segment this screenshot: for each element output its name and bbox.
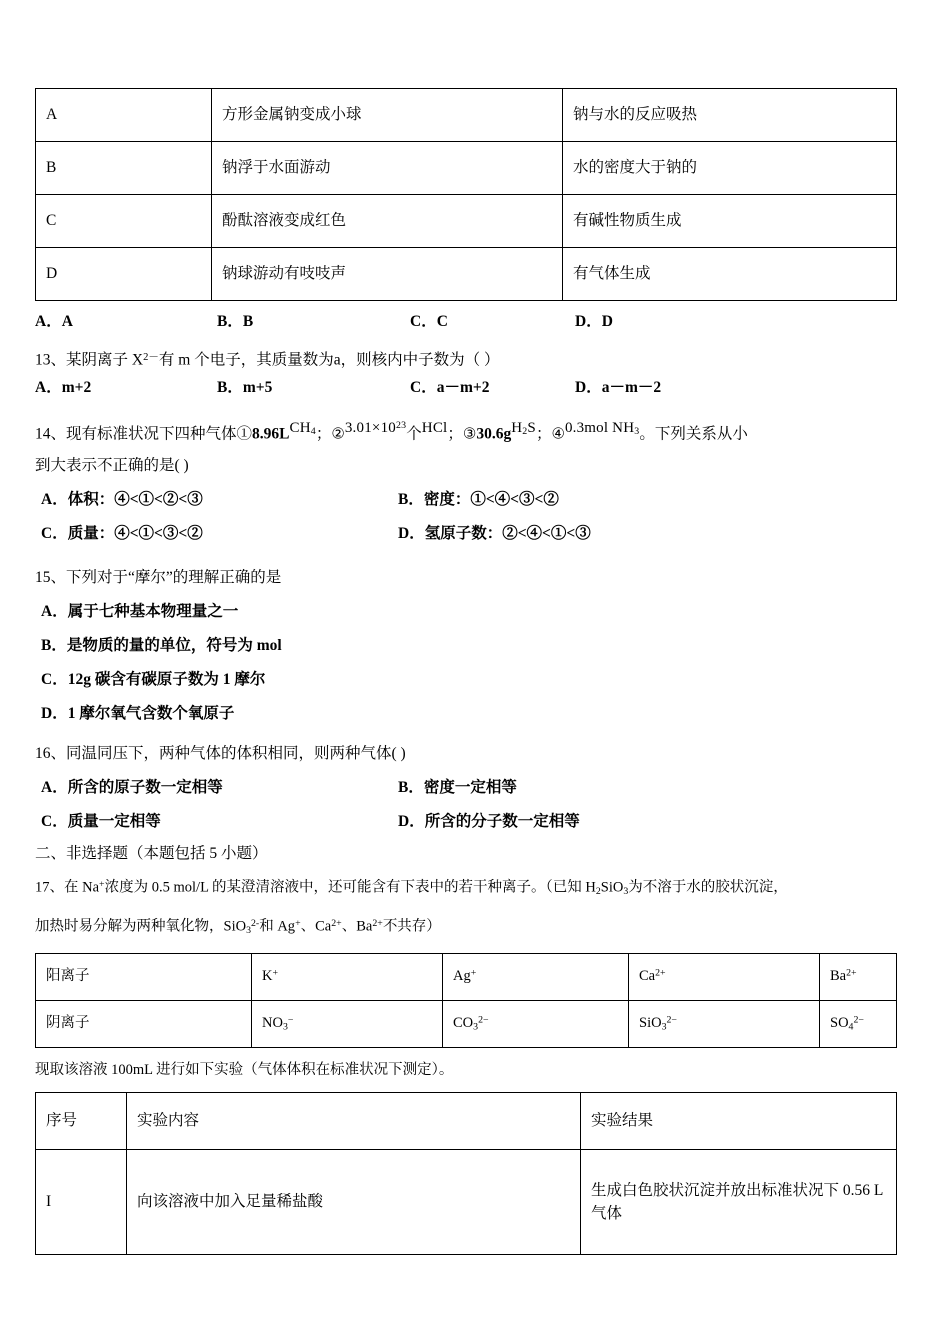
question-14-stem-line1 [35,409,897,449]
ion-subscript: 3 [661,1021,667,1033]
ion-table [35,953,897,1048]
option-d[interactable]: D．所含的分子数一定相等 [398,813,580,830]
gas-4-marker: ④ [551,426,565,443]
ion-charge: 2− [666,1014,677,1026]
question-14-options-row1 [35,483,897,517]
ag-charge: + [295,917,301,929]
ion-charge: + [272,967,279,979]
table-row [36,248,897,301]
option-b[interactable]: B．是物质的量的单位，符号为 mol [41,637,282,654]
question-17-number: 17、 [35,879,64,896]
ion-cell [629,953,820,1000]
question-13-charge: 2－ [143,352,159,363]
option-d[interactable]: D．D [575,313,613,330]
ion-base: SiO [639,1014,662,1031]
option-a[interactable]: A．体积：④<①<②<③ [41,491,203,508]
ion-cell [820,1000,897,1047]
question-14-options-row2 [35,517,897,551]
option-b[interactable]: B．密度：①<④<③<② [398,491,559,508]
sio3-charge: 2- [251,917,260,929]
ca-charge: 2+ [331,917,342,929]
row-conclusion: 有碱性物质生成 [563,195,897,248]
row-label: B [36,142,212,195]
page-content [35,88,897,1255]
ion-base: Ba [830,967,847,984]
question-17-line2 [35,908,897,947]
question-15-stem [35,561,897,595]
question-12-options [35,307,897,337]
question-15-text: 下列对于“摩尔”的理解正确的是 [66,569,282,586]
q17l2-text-e: 不共存） [382,918,441,935]
option-c[interactable]: C．质量：④<①<③<② [41,525,203,542]
sodium-ion-charge: + [99,879,105,890]
question-15-number: 15、 [35,569,67,586]
option-a[interactable]: A．m+2 [35,379,92,396]
option-c[interactable]: C．a－m+2 [410,379,490,396]
q17l2-text-c: 、Ca [300,918,332,935]
ion-base: K [262,967,273,984]
row-phenomenon: 钠球游动有吱吱声 [212,248,563,301]
question-17-line1 [35,869,897,908]
ion-base: SO [830,1014,849,1031]
q17-text-c: SiO [600,879,624,896]
gas-4-text: 0.3mol NH [564,420,635,437]
ba-charge: 2+ [372,917,383,929]
ion-cell [820,953,897,1000]
ion-charge: + [470,967,477,979]
ion-cell [252,1000,443,1047]
separator-1: ； [315,425,332,443]
table-row [36,1149,897,1254]
row-label: D [36,248,212,301]
row-conclusion: 水的密度大于钠的 [563,142,897,195]
gas-3-formula: $H_2S$ [511,420,536,438]
ion-charge: 2+ [655,967,666,979]
question-16-number: 16、 [35,745,67,762]
row-label: C [36,195,212,248]
gas-2-exponent: 23 [395,420,407,431]
ion-base: Ag [453,967,471,984]
ion-subscript: 3 [282,1021,288,1033]
h2sio3-sub-h: 2 [595,885,601,897]
gas-1-formula: $CH_4$ [289,420,316,438]
ion-row-header: 阴离子 [36,1000,252,1047]
option-a[interactable]: A．所含的原子数一定相等 [41,779,223,796]
option-d[interactable]: D．1 摩尔氧气含数个氧原子 [41,705,235,722]
ion-charge: 2− [853,1014,864,1026]
table-header-row [36,1092,897,1149]
column-header-result: 实验结果 [581,1092,897,1149]
row-phenomenon: 方形金属钠变成小球 [212,89,563,142]
ion-subscript: 3 [473,1021,479,1033]
row-phenomenon: 钠浮于水面游动 [212,142,563,195]
spacer [35,551,897,561]
table-row [36,89,897,142]
option-d[interactable]: D．a－m－2 [575,379,662,396]
q17-text-a: 在 Na [64,879,100,896]
ion-cell [443,1000,629,1047]
option-c[interactable]: C．C [410,313,448,330]
option-b[interactable]: B．m+5 [217,379,273,396]
question-16-options-row1 [35,771,897,805]
q17l2-text-a: 加热时易分解为两种氧化物，SiO [35,918,247,935]
ion-charge: 2− [478,1014,489,1026]
question-14-stem-line2: 到大表示不正确的是( ) [35,457,189,474]
option-c[interactable]: C．质量一定相等 [41,813,161,830]
ion-subscript: 4 [848,1021,854,1033]
q17-text-d: 为不溶于水的胶状沉淀， [628,879,788,896]
row-conclusion: 钠与水的反应吸热 [563,89,897,142]
question-14-lead: 现有标准状况下四种气体① [66,425,253,443]
column-header-no: 序号 [36,1092,127,1149]
h2sio3-sub-o: 3 [623,885,629,897]
question-16-text: 同温同压下，两种气体的体积相同，则两种气体( ) [66,745,406,762]
ion-cell [443,953,629,1000]
q17l2-text-b: 和 Ag [259,918,296,935]
gas-2-formula: HCl [421,420,448,437]
gas-4-sub: 3 [634,426,640,438]
question-16-options-row2 [35,805,897,839]
gas-1-value: 8.96L [252,425,290,443]
q17l2-text-d: 、Ba [341,918,373,935]
experiment-table [35,1092,897,1255]
ion-charge: 2+ [846,967,857,979]
table-row [36,953,897,1000]
experiment-intro: 现取该溶液 100mL 进行如下实验（气体体积在标准状况下测定）。 [35,1061,454,1078]
table-row [36,1000,897,1047]
gas-2-coefficient: 3.01×10 [344,420,396,437]
option-c[interactable]: C．12g 碳含有碳原子数为 1 摩尔 [41,671,266,688]
option-b[interactable]: B．B [217,313,254,330]
separator-2: ； [447,425,463,443]
section-two-heading: 二、非选择题（本题包括 5 小题） [35,845,268,862]
ion-base: NO [262,1014,283,1031]
gas-2-marker: ② [331,426,345,443]
table-row [36,142,897,195]
gas-2-quantity [345,420,406,436]
ion-cell [252,953,443,1000]
option-a[interactable]: A．A [35,313,73,330]
sio3-sub: 3 [246,924,251,936]
ion-row-header: 阳离子 [36,953,252,1000]
question-16-stem [35,737,897,771]
table-row [36,195,897,248]
gas-3-marker: ③ [462,426,477,443]
gas-3-value: 30.6g [476,425,512,443]
experiment-content: 向该溶液中加入足量稀盐酸 [127,1149,581,1254]
gas-2-unit: 个 [406,425,422,443]
experiment-result: 生成白色胶状沉淀并放出标准状况下 0.56 L 气体 [581,1149,897,1254]
question-13-options [35,373,897,403]
question-13-text-part2: 有 m 个电子，其质量数为a，则核内中子数为（ ） [158,351,500,369]
question-14-number: 14、 [35,425,67,443]
ion-base: CO [453,1014,474,1031]
question-13-stem [35,343,897,373]
option-a[interactable]: A．属于七种基本物理量之一 [41,603,239,620]
row-phenomenon: 酚酞溶液变成红色 [212,195,563,248]
row-conclusion: 有气体生成 [563,248,897,301]
question-13-text-part1: 某阴离子 X [66,351,144,369]
experiment-no: I [36,1149,127,1254]
separator-3: ； [535,425,552,443]
gas-4-quantity [565,420,639,436]
q17-text-b: 浓度为 0.5 mol/L 的某澄清溶液中，还可能含有下表中的若干种离子。（已知 H [104,879,596,896]
question-13-number: 13、 [35,351,67,369]
ion-charge: − [287,1014,294,1026]
row-label: A [36,89,212,142]
observation-table [35,88,897,301]
ion-base: Ca [639,967,656,984]
option-b[interactable]: B．密度一定相等 [398,779,517,796]
column-header-content: 实验内容 [127,1092,581,1149]
question-14-tail: 。下列关系从小 [639,425,748,443]
ion-cell [629,1000,820,1047]
option-d[interactable]: D．氢原子数：②<④<①<③ [398,525,591,542]
